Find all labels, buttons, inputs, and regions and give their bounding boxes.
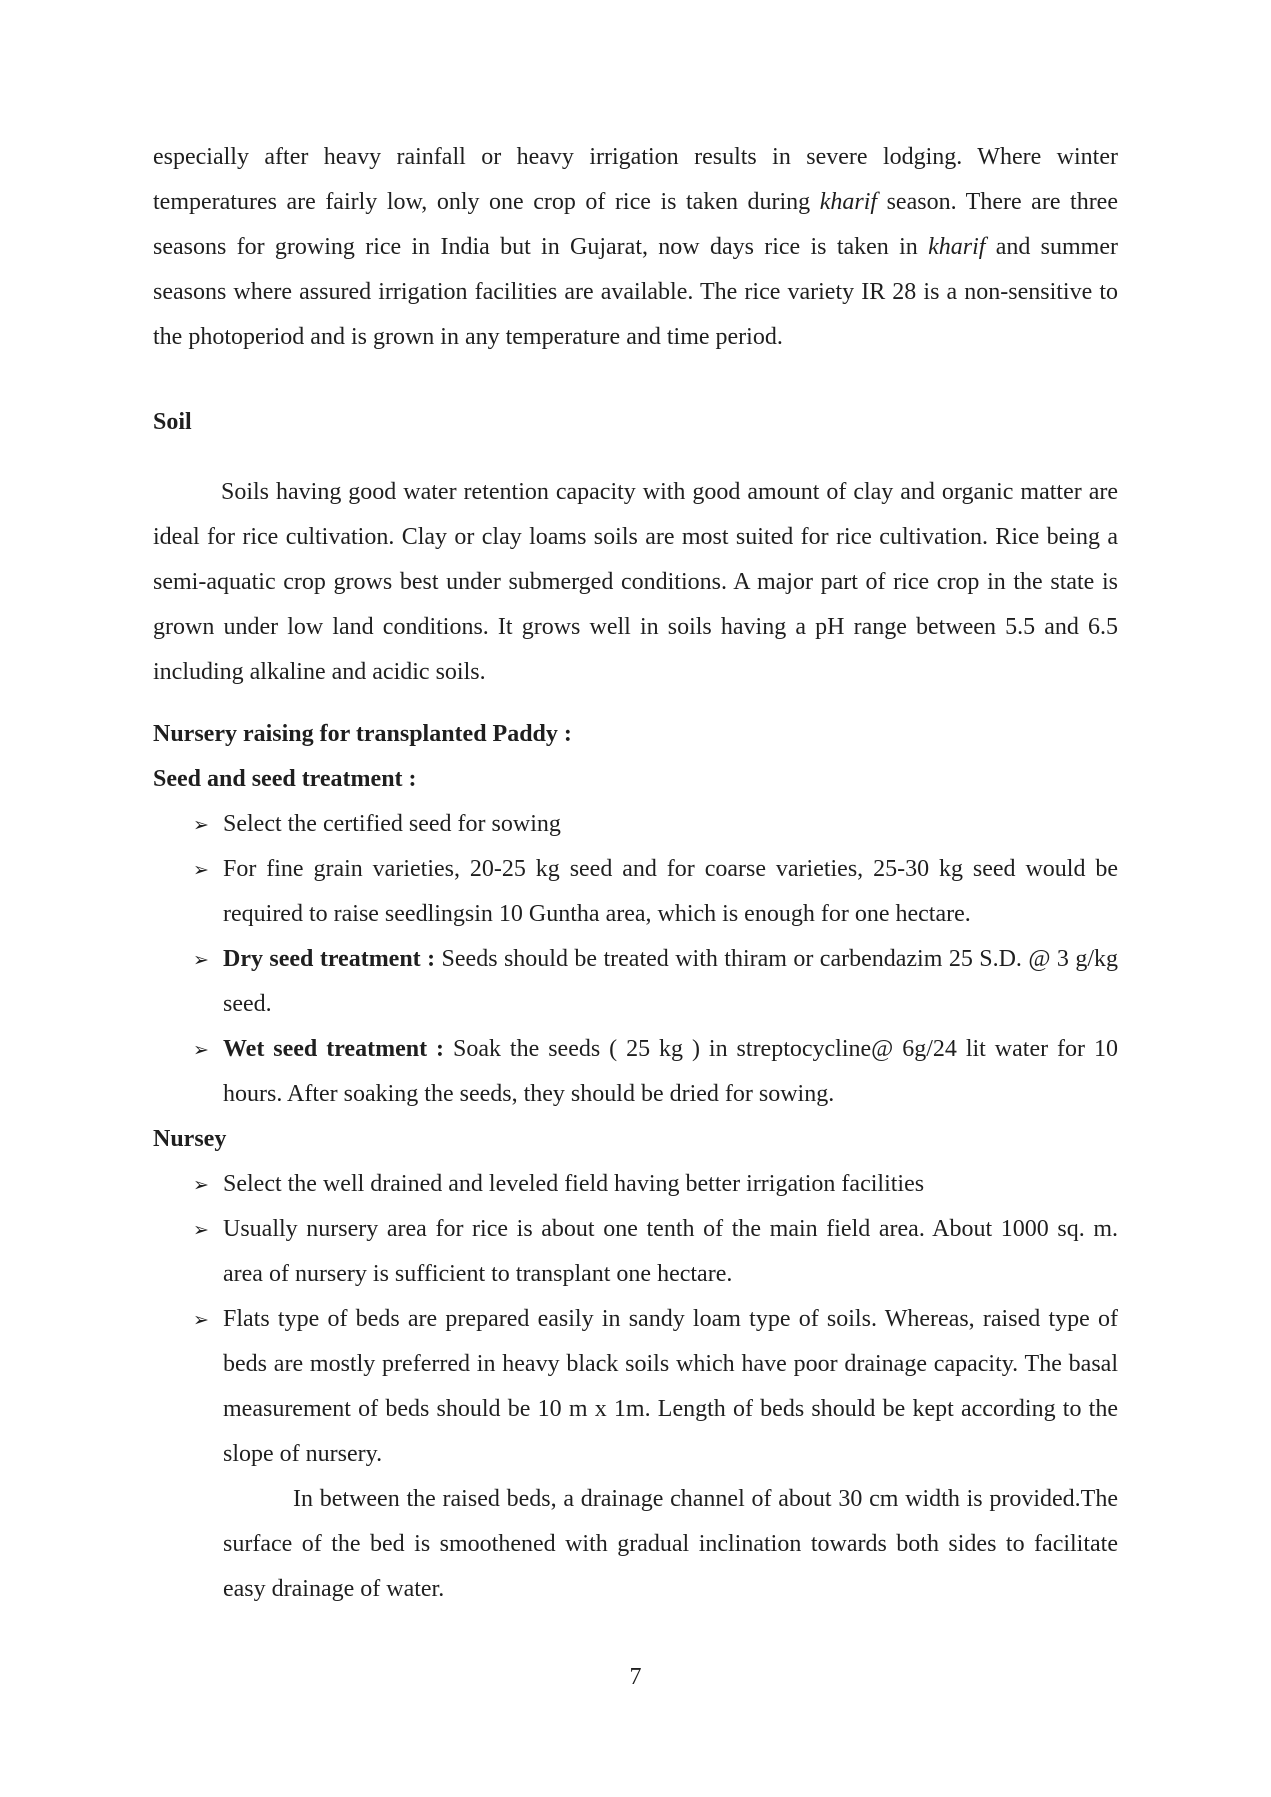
intro-italic-kharif-1: kharif [819, 189, 878, 215]
soil-paragraph: Soils having good water retention capacity with good amount of clay and organic matter are ideal for rice cultivation. Clay or clay loams soils are most suited for rice cultivation. Rice being a semi-aquatic crop grows best under submerged conditions. A major part of rice crop in the state is grown under low land conditions. It grows well in soils having a pH range between 5.5 and 6.5 including alkaline and acidic soils. [153, 479, 1118, 685]
list-item-lead: Dry seed treatment : [223, 946, 436, 972]
list-item [153, 937, 1118, 1027]
arrow-bullet-icon: ➢ [193, 949, 209, 971]
section-heading-nursey: Nursey [153, 1126, 227, 1152]
list-item [153, 847, 1118, 937]
list-item [153, 802, 1118, 847]
page-number: 7 [629, 1664, 642, 1690]
list-item-text: Select the certified seed for sowing [223, 811, 561, 837]
arrow-bullet-icon: ➢ [193, 814, 209, 836]
arrow-bullet-icon: ➢ [193, 1309, 209, 1331]
arrow-bullet-icon: ➢ [193, 1174, 209, 1196]
list-item-lead: Wet seed treatment : [223, 1036, 445, 1062]
intro-paragraph [153, 135, 1118, 360]
drainage-paragraph: In between the raised beds, a drainage channel of about 30 cm width is provided.The surface of the bed is smoothened with gradual inclination towards both sides to facilitate easy drainage of water. [223, 1486, 1118, 1602]
arrow-bullet-icon: ➢ [193, 1219, 209, 1241]
section-heading-nursery-raising: Nursery raising for transplanted Paddy : [153, 721, 572, 747]
list-item-text: Select the well drained and leveled field having better irrigation facilities [223, 1171, 925, 1197]
list-item [153, 1027, 1118, 1117]
arrow-bullet-icon: ➢ [193, 1039, 209, 1061]
list-item-text: Usually nursery area for rice is about one tenth of the main field area. About 1000 sq. m. area of nursery is sufficient to transplant one hectare. [223, 1216, 1118, 1287]
list-item-text: Seeds should be treated with thiram or carbendazim 25 S.D. @ 3 g/kg seed. [223, 946, 1118, 1017]
arrow-bullet-icon: ➢ [193, 859, 209, 881]
section-heading-seed-treatment: Seed and seed treatment : [153, 766, 417, 792]
intro-text-2: season. There are three seasons for growing rice in India but in Gujarat, now days rice is taken in [153, 189, 1118, 260]
intro-text-1: especially after heavy rainfall or heavy irrigation results in severe lodging. Where winter temperatures are fairly low, only one crop of rice is taken during [153, 144, 1118, 215]
intro-italic-kharif-2: kharif [928, 234, 986, 260]
list-item-text: For fine grain varieties, 20-25 kg seed and for coarse varieties, 25-30 kg seed would be required to raise seedlingsin 10 Guntha area, which is enough for one hectare. [223, 856, 1118, 927]
intro-text-3: and summer seasons where assured irrigation facilities are available. The rice variety IR 28 is a non-sensitive to the photoperiod and is grown in any temperature and time period. [153, 234, 1118, 350]
list-item-text: Soak the seeds ( 25 kg ) in streptocycline@ 6g/24 lit water for 10 hours. After soaking the seeds, they should be dried for sowing. [223, 1036, 1118, 1107]
section-heading-soil: Soil [153, 409, 192, 435]
list-item-text: Flats type of beds are prepared easily in sandy loam type of soils. Whereas, raised type of beds are mostly preferred in heavy black soils which have poor drainage capacity. The basal measurement of beds should be 10 m x 1m. Length of beds should be kept according to the slope of nursery. [223, 1306, 1118, 1467]
seed-treatment-list [153, 802, 1118, 1117]
list-item [153, 1297, 1118, 1477]
list-item [153, 1207, 1118, 1297]
nursery-list [153, 1162, 1118, 1477]
list-item [153, 1162, 1118, 1207]
page-content [153, 135, 1118, 1612]
